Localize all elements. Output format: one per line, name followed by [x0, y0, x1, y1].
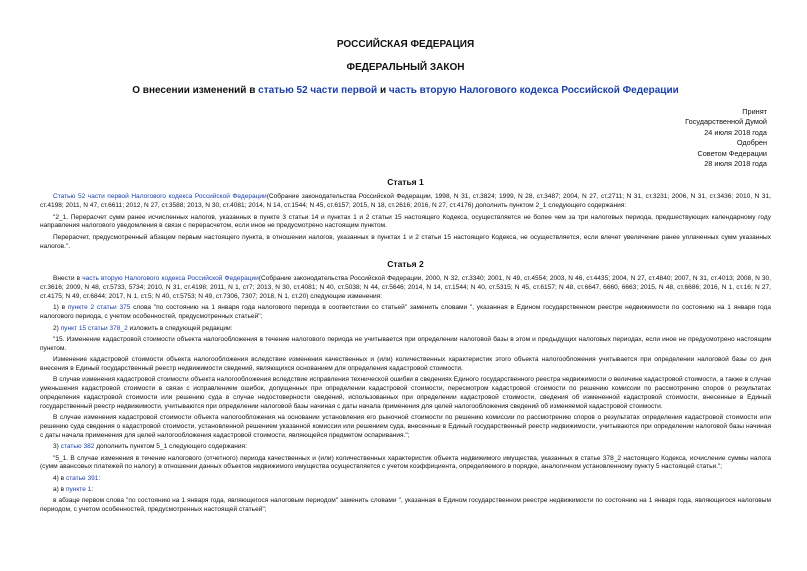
paragraph-text: дополнить пунктом 5_1 следующего содержания:	[94, 443, 247, 451]
law-type-heading: ФЕДЕРАЛЬНЫЙ ЗАКОН	[346, 62, 465, 73]
law-title	[40, 84, 771, 97]
paragraph-text: а) в	[53, 486, 66, 494]
approved-label: Одобрен	[736, 138, 767, 148]
paragraph-text: 2)	[53, 324, 61, 332]
article-2-paragraph	[40, 275, 771, 301]
paragraph-text: 3)	[53, 443, 61, 451]
article-2-paragraph: в абзаце первом слова "по состоянию на 1 января года, являющегося налоговым периодом" заменить словами ", указанная в Едином государственном реестре недвижимости по состоянию на 1 января года, являющегося налоговым периодом, с учетом особенностей, предусмотренных настоящей статьей";	[40, 497, 771, 514]
article-1-heading: Статья 1	[387, 177, 424, 188]
article-1-paragraph: "2_1. Перерасчет сумм ранее исчисленных налогов, указанных в пункте 3 статьи 14 и пунктах 1 и 2 статьи 15 настоящего Кодекса, осуществляется не более чем за три налоговых периода, предшествующих календарному году направления налогового уведомления в связи с перерасчетом, если иное не предусмотрено настоящим пунктом.	[40, 213, 771, 230]
federation-heading: РОССИЙСКАЯ ФЕДЕРАЦИЯ	[336, 39, 475, 50]
article-2-paragraph: В случае изменения кадастровой стоимости объекта налогообложения на основании установления его рыночной стоимости по решению комиссии по рассмотрению споров о результатах определения кадастровой стоимости или решению суда сведения о кадастровой стоимости, установленной решением указанной комиссии или решением суда, внесенные в Единый государственный реестр недвижимости, учитываются при определении налоговой базы начиная с даты начала применения для целей налогообложения кадастровой стоимости, являющейся предметом оспаривания.";	[40, 414, 771, 439]
approved-date: 28 июля 2018 года	[704, 159, 767, 169]
article-2-paragraph	[40, 304, 771, 322]
article-375-link[interactable]: пункте 2 статьи 375	[67, 304, 131, 312]
article-378-2-link[interactable]: пункт 15 статьи 378_2	[60, 324, 128, 332]
article-2-paragraph	[40, 475, 771, 484]
paragraph-text: Внести в	[53, 275, 83, 283]
paragraph-text: (Собрание законодательства Российской Федерации, 2000, N 32, ст.3340; 2001, N 49, ст.4554; 2003, N 46, ст.4435; 2004, N 27, ст.4840; 2007, N 31, ст.4013; 2008, N 30, ст.3616; 2009, N 48, ст.5733, 5734; 2010, N 31, ст.4198; 2011, N 1, ст7; 2013, N 30, ст.4081; N 40, ст.5038; N 44, ст.5646; 2014, N 14, ст.1544; N 40, ст.5315; N 45, ст.6157; N 48, ст.6647, 6660, 6663; 2015, N 48, ст.6686; 2016, N 1, ст.16; N 27, ст.4175; N 49, ст.6844; 2017, N 1, ст.5; N 40, ст.5753; N 49, ст.7306, 7307; 2018, N 1, ст.20) следующие изменения:	[40, 275, 771, 300]
paragraph-text: слова "по состоянию на 1 января года налогового периода в соответствии со статьей" заменить словами ", указанная в Едином государственном реестре недвижимости по состоянию на 1 января года налогового периода, с учетом особенностей, предусмотренных статьей";	[40, 304, 771, 321]
article-2-paragraph: "15. Изменение кадастровой стоимости объекта налогообложения в течение налогового периода не учитывается при определении налоговой базы в этом и предыдущих налоговых периодах, если иное не предусмотрено настоящим пунктом.	[40, 335, 771, 352]
article-2-paragraph	[40, 325, 771, 334]
article-2-paragraph	[40, 443, 771, 452]
adopted-date: 24 июля 2018 года	[704, 127, 767, 137]
adopted-label: Принят	[742, 107, 767, 116]
paragraph-text: 1) в	[53, 304, 68, 312]
article-391-link[interactable]: статье 391	[65, 474, 99, 482]
article-1-paragraph	[40, 193, 771, 211]
article-2-paragraph: "5_1. В случае изменения в течение налогового (отчетного) периода качественных и (или) количественных характеристик объекта недвижимого имущества, указанных в статье 378_2 настоящего Кодекса, исчисление суммы налога (сумм авансовых платежей по налогу) в отношении данных объектов недвижимого имущества осуществляется с учетом коэффициента, определяемого в порядке, аналогичном установленному пункту 5 настоящей статьи.";	[40, 454, 771, 471]
article-52-part-one-link[interactable]: Статью 52 части первой Налогового кодекса Российской Федерации	[53, 193, 267, 201]
article-2-paragraph	[40, 486, 771, 495]
paragraph-text: (Собрание законодательства Российской Федерации, 1998, N 31, ст.3824; 1999, N 28, ст.3487; 2004, N 27, ст.2711; N 31, ст.3231; 2006, N 31, ст.3436; 2010, N 31, ст.4198; 2011, N 47, ст.6611; 2012, N 27, ст.3588; 2013, N 30, ст.4081; 2014, N 14, ст.1544; N 45, ст.6157; 2015, N 18, ст.2616; 2016, N 27, ст.4176) дополнить пунктом 2_1 следующего содержания:	[40, 193, 771, 210]
tax-code-part-two-link[interactable]: часть вторую Налогового кодекса Российской Федерации	[388, 85, 679, 96]
clause-1-link[interactable]: пункте 1	[65, 486, 92, 494]
approved-by: Советом Федерации	[697, 148, 767, 158]
paragraph-text: :	[91, 486, 94, 494]
adopted-by: Государственной Думой	[685, 117, 767, 127]
article-2-paragraph: Изменение кадастровой стоимости объекта налогообложения вследствие изменения качественных и (или) количественных характеристик этого объекта налогообложения учитывается при определении налоговой базы со дня внесения в Единый государственный реестр недвижимости сведений, являющихся основанием для определения кадастровой стоимости.	[40, 356, 771, 372]
article-52-link[interactable]: статью 52 части первой	[258, 85, 378, 96]
law-title-text: О внесении изменений в	[132, 85, 259, 96]
article-2-paragraph: В случае изменения кадастровой стоимости объекта налогообложения вследствие исправления технической ошибки в сведениях Единого государственного реестра недвижимости о величине кадастровой стоимости, а также в случае уменьшения кадастровой стоимости в связи с исправлением ошибок, допущенных при определении кадастровой стоимости, пересмотром кадастровой стоимости по решению комиссии по рассмотрению споров о результатах определения кадастровой стоимости или решению суда в случае недостоверности сведений, использованных при определении кадастровой стоимости, сведения об измененной кадастровой стоимости, внесенные в Единый государственный реестр недвижимости, учитываются при определении налоговой базы начиная с даты начала применения для целей налогообложения сведений об изменяемой кадастровой стоимости.	[40, 376, 771, 410]
article-1-paragraph: Перерасчет, предусмотренный абзацем первым настоящего пункта, в отношении налогов, указанных в пунктах 1 и 2 статьи 15 настоящего Кодекса, не осуществляется, если влечет увеличение ранее уплаченных сумм указанных налогов.".	[40, 233, 771, 250]
article-382-link[interactable]: статью 382	[60, 443, 95, 451]
paragraph-text: изложить в следующей редакции:	[127, 324, 233, 332]
law-title-text: и	[377, 85, 389, 96]
paragraph-text: :	[98, 474, 101, 482]
paragraph-text: 4) в	[53, 474, 66, 482]
article-2-heading: Статья 2	[387, 259, 424, 270]
tax-code-part-two-link[interactable]: часть вторую Налогового кодекса Российской Федерации	[82, 275, 259, 283]
acceptance-block	[40, 107, 771, 169]
